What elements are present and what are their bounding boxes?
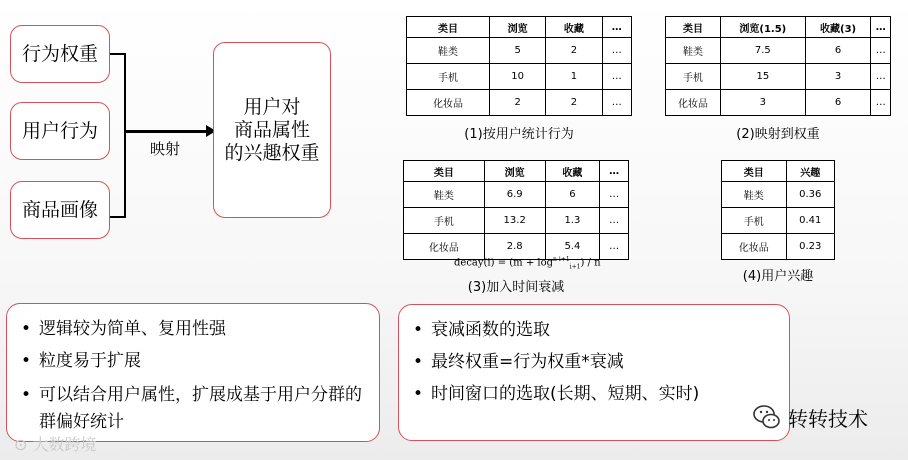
table-header: … [602, 17, 631, 38]
table-cell: … [602, 38, 631, 64]
formula-lhs: decay(i) = (m + log [454, 257, 554, 269]
table-cell: 6.9 [484, 182, 545, 208]
table-cell: 7.5 [720, 38, 805, 64]
pros-panel [6, 303, 380, 442]
arrow-shaft [126, 130, 208, 133]
table-row [666, 38, 891, 64]
table-row [722, 234, 835, 260]
result-line: 用户对 [243, 95, 301, 118]
table-cell: 鞋类 [722, 182, 787, 208]
table-header-row [407, 17, 632, 38]
table-cell: 3 [805, 64, 871, 90]
table-caption: (3)加入时间衰减 [467, 280, 565, 295]
table-header: 收藏 [545, 161, 600, 182]
table-row [666, 90, 891, 116]
list-item: • 最终权重=行为权重*衰减 [409, 351, 777, 373]
table-cell: 13.2 [484, 208, 545, 234]
table-cell: … [871, 64, 891, 90]
table-cell: … [600, 234, 629, 260]
table-cell: 鞋类 [407, 38, 490, 64]
input-box-item-profile [10, 181, 110, 239]
table-cell: 1 [546, 64, 602, 90]
table-time-decay [403, 160, 629, 260]
table-header: 收藏 [546, 17, 602, 38]
table-cell: 5 [490, 38, 546, 64]
table-cell: 2 [546, 38, 602, 64]
table-cell: 手机 [666, 64, 721, 90]
table-cell: 1.3 [545, 208, 600, 234]
table-cell: 6 [805, 38, 871, 64]
table-row [404, 208, 629, 234]
table-cell: 手机 [407, 64, 490, 90]
table-caption: (2)映射到权重 [736, 127, 820, 142]
list-item: • 逻辑较为简单、复用性强 [17, 318, 367, 340]
table-cell: 化妆品 [666, 90, 721, 116]
table-cell: … [871, 90, 891, 116]
input-label: 商品画像 [21, 198, 98, 221]
input-label: 用户行为 [21, 119, 98, 142]
table-cell: 15 [720, 64, 805, 90]
todo-panel [398, 304, 790, 441]
table-header: 浏览(1.5) [720, 17, 805, 38]
table-header: 类目 [722, 161, 787, 182]
table-cell: 0.23 [786, 234, 834, 260]
formula-sub: i+1 [569, 263, 581, 271]
table-header: 类目 [666, 17, 721, 38]
input-box-user-behavior [10, 102, 110, 160]
list-item: • 时间窗口的选取(长期、短期、实时) [409, 383, 777, 405]
decay-formula [454, 256, 601, 270]
result-line: 的兴趣权重 [224, 141, 320, 164]
watermark [14, 432, 97, 455]
table-cell: … [602, 90, 631, 116]
table-cell: 化妆品 [407, 90, 490, 116]
table-header: … [600, 161, 629, 182]
brand-name: 转转技术 [788, 406, 868, 431]
table-cell: 2.8 [484, 234, 545, 260]
table-row [407, 90, 632, 116]
table-cell: 0.41 [786, 208, 834, 234]
mapping-label: 映射 [150, 140, 181, 158]
table-cell: 化妆品 [404, 234, 485, 260]
table-cell: 0.36 [786, 182, 834, 208]
table-header: 兴趣 [786, 161, 834, 182]
input-box-behavior-weight [10, 25, 110, 83]
table-cell: … [600, 182, 629, 208]
table-header: 类目 [404, 161, 485, 182]
watermark-icon: ⊙ [14, 435, 33, 454]
table-cell: 2 [490, 90, 546, 116]
todo-list [409, 319, 777, 405]
table-cell: 2 [546, 90, 602, 116]
table-header: 收藏(3) [805, 17, 871, 38]
table-weight-mapping [665, 16, 891, 116]
result-line: 商品属性 [233, 118, 310, 141]
wechat-icon [752, 402, 782, 432]
table-user-behavior-stats [406, 16, 632, 116]
table-header-row [722, 161, 835, 182]
table-header-row [666, 17, 891, 38]
table-header: 浏览 [484, 161, 545, 182]
pros-list [17, 318, 367, 436]
input-label: 行为权重 [21, 42, 98, 65]
table-header: 类目 [407, 17, 490, 38]
table-caption: (1)按用户统计行为 [464, 127, 574, 142]
list-item: • 可以结合用户属性，扩展成基于用户分群的群偏好统计 [17, 382, 367, 436]
table-caption: (4)用户兴趣 [742, 269, 814, 284]
table-cell: 6 [805, 90, 871, 116]
table-cell: 3 [720, 90, 805, 116]
table-cell: 手机 [722, 208, 787, 234]
table-header-row [404, 161, 629, 182]
table-cell: 化妆品 [722, 234, 787, 260]
table-cell: … [602, 64, 631, 90]
list-item: • 粒度易于扩展 [17, 350, 367, 372]
brand [752, 402, 868, 432]
table-cell: 10 [490, 64, 546, 90]
list-item: • 衰减函数的选取 [409, 319, 777, 341]
table-header: 浏览 [490, 17, 546, 38]
result-box [213, 42, 331, 218]
table-row [666, 64, 891, 90]
table-row [722, 182, 835, 208]
table-row [407, 38, 632, 64]
table-user-interest [721, 160, 835, 260]
bracket-connector [110, 53, 126, 218]
watermark-text: 大数跨境 [32, 435, 97, 454]
formula-rhs: ) / n [580, 257, 601, 269]
table-cell: 鞋类 [666, 38, 721, 64]
table-cell: 5.4 [545, 234, 600, 260]
table-cell: … [600, 208, 629, 234]
table-cell: … [871, 38, 891, 64]
table-row [722, 208, 835, 234]
table-cell: 6 [545, 182, 600, 208]
table-row [404, 182, 629, 208]
table-cell: 鞋类 [404, 182, 485, 208]
table-cell: 手机 [404, 208, 485, 234]
table-row [407, 64, 632, 90]
formula-sup: n-i+1 [553, 256, 570, 263]
table-header: … [871, 17, 891, 38]
